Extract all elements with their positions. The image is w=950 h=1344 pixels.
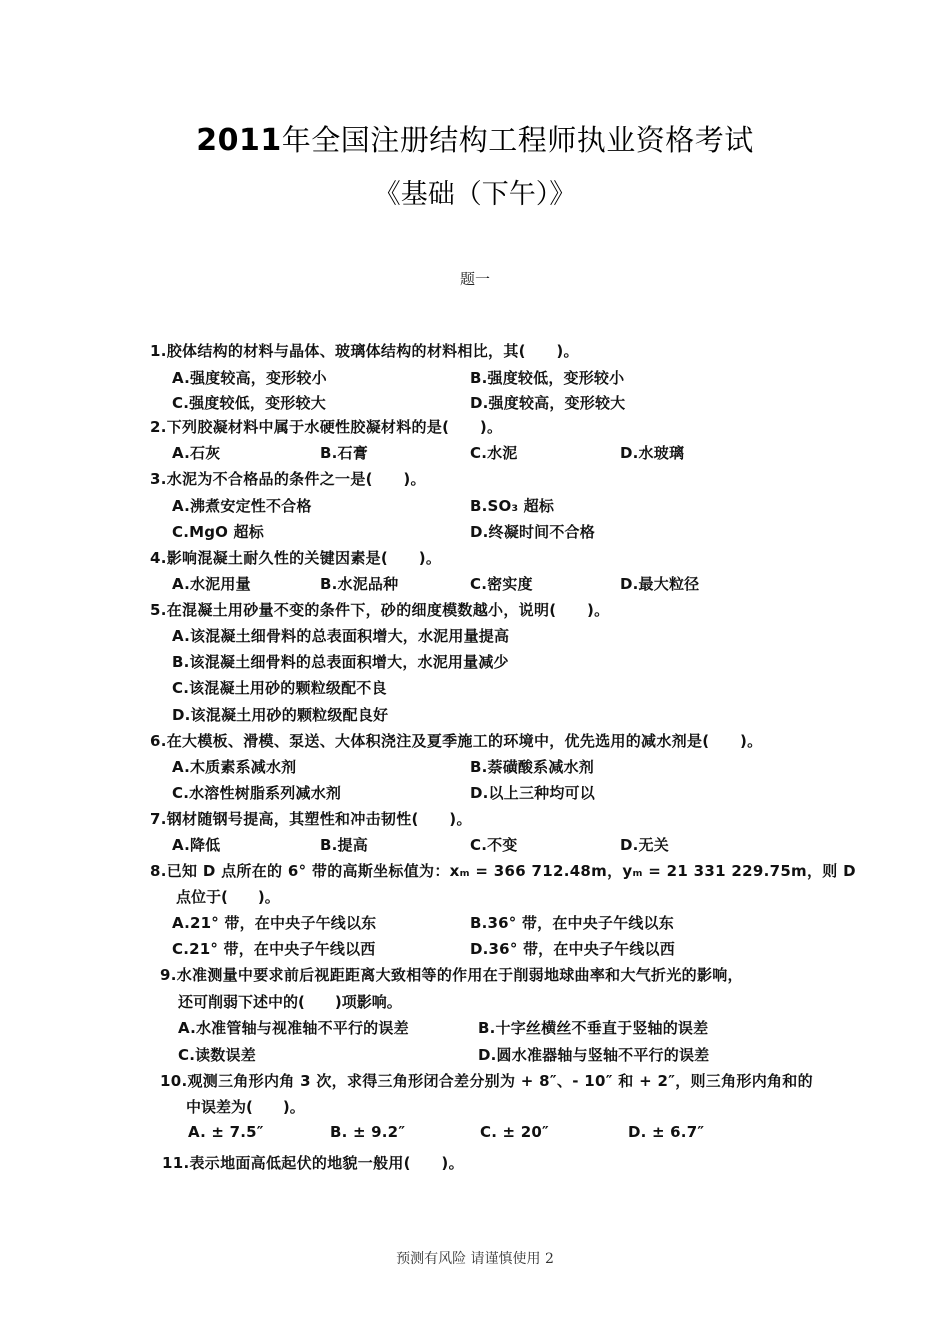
- question-8-option-b: B.36° 带，在中央子午线以东: [470, 914, 674, 932]
- question-5-option-b: B.该混凝土细骨料的总表面积增大，水泥用量减少: [172, 653, 509, 671]
- question-4-option-a: A.水泥用量: [172, 575, 251, 593]
- question-9-option-a: A.水准管轴与视准轴不平行的误差: [178, 1019, 409, 1037]
- title-text: 年全国注册结构工程师执业资格考试: [281, 123, 754, 157]
- question-2-option-b: B.石膏: [320, 444, 368, 462]
- question-3-option-d: D.终凝时间不合格: [470, 523, 595, 541]
- question-6-option-d: D.以上三种均可以: [470, 784, 595, 802]
- question-7-option-a: A.降低: [172, 836, 221, 854]
- question-8-option-d: D.36° 带，在中央子午线以西: [470, 940, 675, 958]
- question-4-option-b: B.水泥品种: [320, 575, 399, 593]
- question-1-option-a: A.强度较高，变形较小: [172, 369, 327, 387]
- question-10-stem-continued: 中误差为( )。: [186, 1098, 305, 1116]
- question-3-option-c: C.MgO 超标: [172, 523, 264, 541]
- question-8-option-a: A.21° 带，在中央子午线以东: [172, 914, 377, 932]
- title-year: 2011: [196, 123, 282, 158]
- section-label: 题一: [459, 270, 490, 288]
- question-3-option-b: B.SO₃ 超标: [470, 497, 555, 515]
- question-9-stem-continued: 还可削弱下述中的( )项影响。: [178, 993, 402, 1011]
- question-8-option-c: C.21° 带，在中央子午线以西: [172, 940, 376, 958]
- question-1-stem: 1.胶体结构的材料与晶体、玻璃体结构的材料相比，其( )。: [150, 342, 579, 360]
- question-2-stem: 2.下列胶凝材料中属于水硬性胶凝材料的是( )。: [150, 418, 503, 436]
- question-10-stem: 10.观测三角形内角 3 次，求得三角形闭合差分别为 + 8″、- 10″ 和 + 2″，则三角形内角和的: [160, 1072, 813, 1090]
- page-footer: 预测有风险 请谨慎使用 2: [396, 1251, 554, 1267]
- question-10-option-c: C. ± 20″: [480, 1123, 549, 1141]
- question-4-stem: 4.影响混凝土耐久性的关键因素是( )。: [150, 549, 442, 567]
- question-2-option-d: D.水玻璃: [620, 444, 685, 462]
- question-3-stem: 3.水泥为不合格品的条件之一是( )。: [150, 470, 426, 488]
- question-6-option-a: A.木质素系减水剂: [172, 758, 297, 776]
- question-4-option-c: C.密实度: [470, 575, 533, 593]
- question-1-option-d: D.强度较高，变形较大: [470, 394, 626, 412]
- question-3-option-a: A.沸煮安定性不合格: [172, 497, 312, 515]
- question-9-stem: 9.水准测量中要求前后视距距离大致相等的作用在于削弱地球曲率和大气折光的影响，: [160, 966, 743, 984]
- question-9-option-c: C.读数误差: [178, 1046, 256, 1064]
- document-title: [0, 118, 950, 159]
- question-11-stem: 11.表示地面高低起伏的地貌一般用( )。: [162, 1154, 464, 1172]
- question-7-option-b: B.提高: [320, 836, 368, 854]
- question-9-option-b: B.十字丝横丝不垂直于竖轴的误差: [478, 1019, 709, 1037]
- question-6-stem: 6.在大模板、滑模、泵送、大体积浇注及夏季施工的环境中，优先选用的减水剂是( )。: [150, 732, 763, 750]
- question-7-option-d: D.无关: [620, 836, 669, 854]
- question-2-option-a: A.石灰: [172, 444, 221, 462]
- question-1-option-b: B.强度较低，变形较小: [470, 369, 625, 387]
- question-6-option-b: B.萘磺酸系减水剂: [470, 758, 594, 776]
- question-10-option-b: B. ± 9.2″: [330, 1123, 406, 1141]
- question-10-option-a: A. ± 7.5″: [188, 1123, 264, 1141]
- question-5-option-d: D.该混凝土用砂的颗粒级配良好: [172, 706, 389, 724]
- question-4-option-d: D.最大粒径: [620, 575, 700, 593]
- question-5-option-c: C.该混凝土用砂的颗粒级配不良: [172, 679, 387, 697]
- question-1-option-c: C.强度较低，变形较大: [172, 394, 326, 412]
- question-5-stem: 5.在混凝土用砂量不变的条件下，砂的细度模数越小，说明( )。: [150, 601, 610, 619]
- question-7-option-c: C.不变: [470, 836, 518, 854]
- question-6-option-c: C.水溶性树脂系列减水剂: [172, 784, 342, 802]
- question-8-stem: 8.已知 D 点所在的 6° 带的高斯坐标值为：xₘ = 366 712.48m，yₘ = 21 331 229.75m，则 D: [150, 862, 856, 880]
- question-10-option-d: D. ± 6.7″: [628, 1123, 705, 1141]
- question-2-option-c: C.水泥: [470, 444, 518, 462]
- document-subtitle: 《基础（下午）》: [373, 179, 577, 210]
- question-7-stem: 7.钢材随钢号提高，其塑性和冲击韧性( )。: [150, 810, 472, 828]
- question-9-option-d: D.圆水准器轴与竖轴不平行的误差: [478, 1046, 710, 1064]
- question-5-option-a: A.该混凝土细骨料的总表面积增大，水泥用量提高: [172, 627, 510, 645]
- question-8-stem-continued: 点位于( )。: [176, 888, 280, 906]
